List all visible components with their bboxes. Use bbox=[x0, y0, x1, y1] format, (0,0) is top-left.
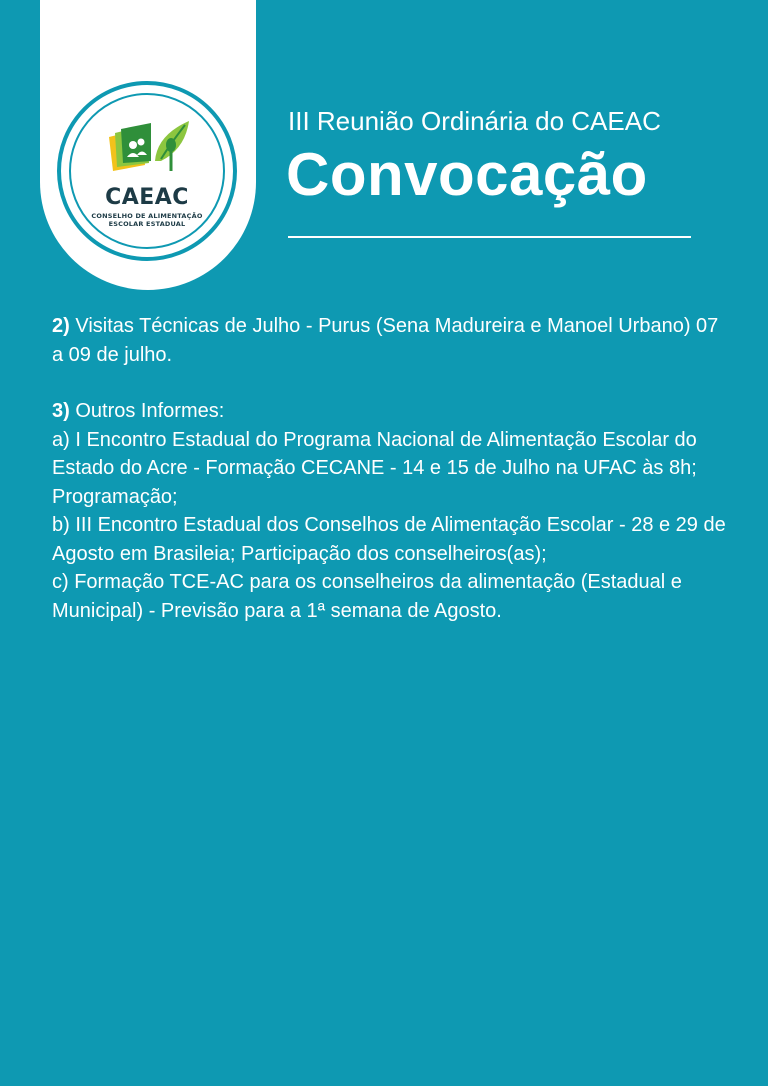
agenda-item-3-number: 3) bbox=[52, 400, 70, 422]
agenda-item-3c: c) Formação TCE-AC para os conselheiros da alimentação (Estadual e Municipal) - Previsão para a 1ª semana de Agosto. bbox=[52, 571, 682, 622]
agenda-item-3a: a) I Encontro Estadual do Programa Nacional de Alimentação Escolar do Estado do Acre - Formação CECANE - 14 e 15 de Julho na UFAC às 8h; Programação; bbox=[52, 428, 697, 508]
agenda-item-2 bbox=[52, 312, 732, 369]
agenda-item-3-text: Outros Informes: bbox=[69, 400, 225, 422]
logo-subtitle-line2: ESCOLAR ESTADUAL bbox=[108, 220, 186, 228]
page-title: Convocação bbox=[286, 141, 648, 208]
logo-subtitle-line1: CONSELHO DE ALIMENTAÇÃO bbox=[91, 212, 203, 220]
meeting-subtitle: III Reunião Ordinária do CAEAC bbox=[288, 106, 661, 136]
agenda-item-2-number: 2) bbox=[52, 315, 70, 337]
agenda-item-3b: b) III Encontro Estadual dos Conselhos de Alimentação Escolar - 28 e 29 de Agosto em Brasileia; Participação dos conselheiros(as); bbox=[52, 514, 726, 565]
title-divider bbox=[288, 236, 691, 238]
book-leaf-spoon-icon bbox=[101, 115, 201, 175]
agenda-item-2-text: Visitas Técnicas de Julho - Purus (Sena Madureira e Manoel Urbano) 07 a 09 de julho. bbox=[52, 315, 719, 366]
caeac-logo bbox=[57, 81, 237, 261]
agenda-item-3 bbox=[52, 397, 732, 426]
agenda-body bbox=[52, 312, 732, 625]
logo-name: CAEAC bbox=[105, 185, 189, 210]
